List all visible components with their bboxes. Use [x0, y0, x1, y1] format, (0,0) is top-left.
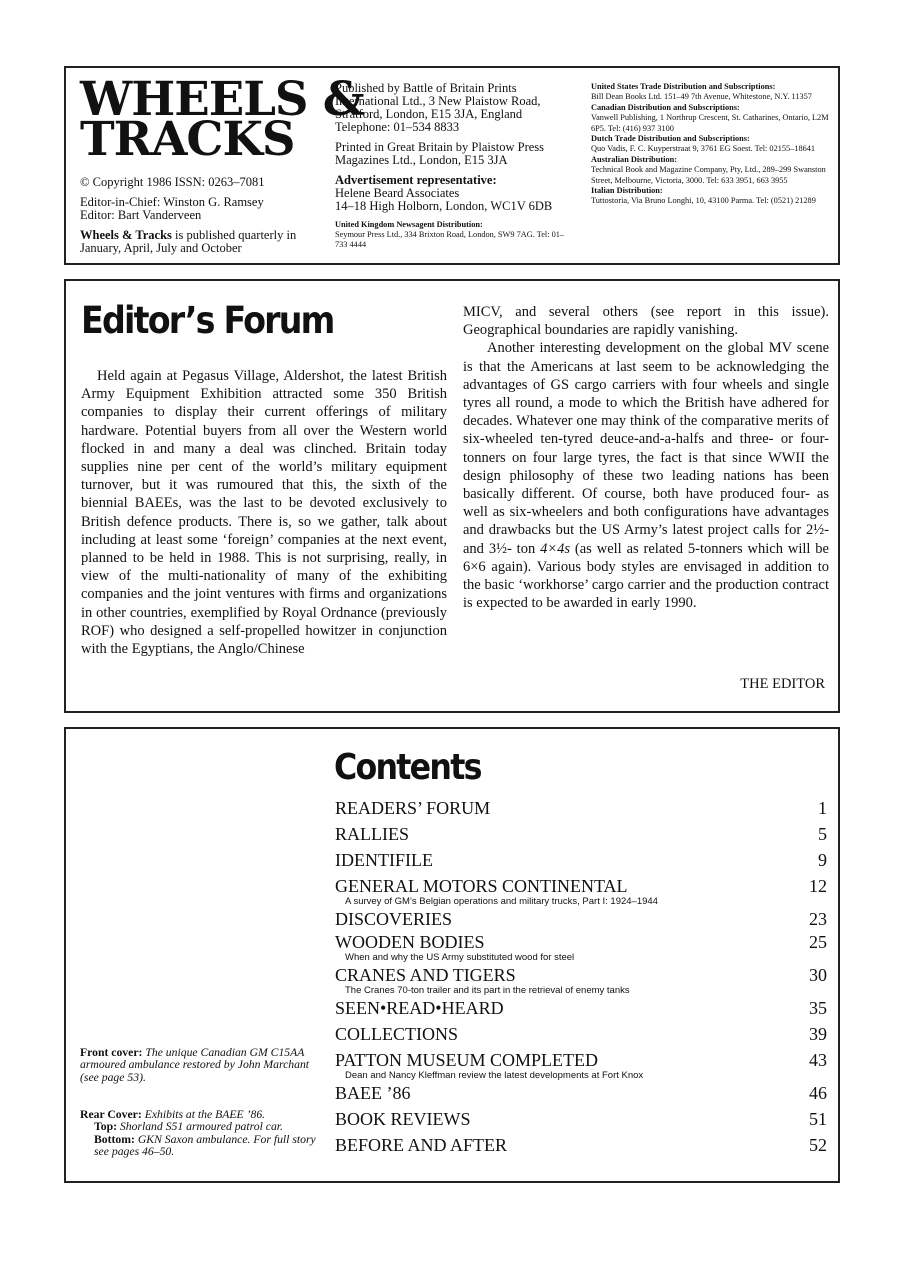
- forum-column-2: [463, 303, 829, 612]
- toc-entry-title: SEEN•READ•HEARD: [335, 998, 504, 1018]
- forum-signoff: THE EDITOR: [740, 676, 825, 692]
- toc-entry-subtitle: Dean and Nancy Kleffman review the latest developments at Fort Knox: [345, 1070, 644, 1081]
- contents-box: [64, 727, 840, 1183]
- au-text: Technical Book and Magazine Company, Pty, Ltd., 289–299 Swanston Street, Melbourne, Victoria, 3000. Tel: 633 3951, 663 3955: [591, 165, 826, 185]
- toc-entry-page: 52: [809, 1135, 827, 1155]
- toc-entry-page: 51: [809, 1109, 827, 1129]
- toc-entry-page: 39: [809, 1024, 827, 1044]
- toc-entry: [335, 908, 827, 930]
- ad-text-1: Helene Beard Associates: [335, 186, 460, 200]
- top-text: Shorland S51 armoured patrol car.: [119, 1120, 283, 1134]
- toc-entry-page: 30: [809, 965, 827, 985]
- toc-entry-subtitle: The Cranes 70-ton trailer and its part in the retrieval of enemy tanks: [345, 985, 630, 996]
- toc-entry-subtitle: A survey of GM’s Belgian operations and military trucks, Part I: 1924–1944: [345, 896, 658, 907]
- toc-entry-title: CRANES AND TIGERS: [335, 965, 516, 985]
- toc-entry: [335, 1108, 827, 1130]
- forum-paragraph-2: [463, 339, 829, 612]
- toc-entry-page: 1: [818, 798, 827, 818]
- toc-entry-page: 35: [809, 998, 827, 1018]
- published-by: Published by Battle of Britain Prints International Ltd., 3 New Plaistow Road, Stratford, London, E15 3JA, England Telephone: 01–534 8833: [335, 81, 541, 134]
- rear-cover-label: Rear Cover:: [80, 1108, 142, 1121]
- editors-forum: [64, 279, 840, 713]
- toc-entry-title: DISCOVERIES: [335, 909, 453, 929]
- au-heading: Australian Distribution:: [591, 154, 677, 164]
- bottom-text: GKN Saxon ambulance. For full story see pages 46–50.: [94, 1132, 316, 1158]
- us-text: Bill Dean Books Ltd. 151–49 7th Avenue, Whitestone, N.Y. 11357: [591, 92, 812, 102]
- toc-entry-title: BAEE ’86: [335, 1083, 411, 1103]
- publication-name: Wheels & Tracks: [80, 228, 172, 242]
- toc-entry-page: 12: [809, 876, 827, 896]
- toc-entry-title: WOODEN BODIES: [335, 932, 485, 952]
- contents-title: Contents: [334, 747, 481, 788]
- ad-heading: Advertisement representative:: [335, 173, 497, 187]
- rear-cover-bottom: [80, 1134, 318, 1159]
- toc-entry-page: 9: [818, 850, 827, 870]
- nl-text: Quo Vadis, F. C. Kuyperstraat 9, 3761 EG Soest. Tel: 02155–18641: [591, 144, 816, 154]
- forum-title: Editor’s Forum: [81, 299, 334, 342]
- editor: Editor: Bart Vanderveen: [80, 208, 202, 222]
- toc-entry-title: COLLECTIONS: [335, 1024, 458, 1044]
- toc-entry: [335, 1134, 827, 1156]
- ca-text: Vanwell Publishing, 1 Northrup Crescent, St. Catharines, Ontario, L2M 6P5. Tel: (416) 937 3100: [591, 113, 829, 133]
- masthead: [64, 66, 840, 265]
- editor-in-chief: Editor-in-Chief: Winston G. Ramsey: [80, 195, 264, 209]
- uk-distribution: [335, 220, 573, 250]
- copyright: © Copyright 1986 ISSN: 0263–7081: [80, 175, 265, 189]
- toc-entry: [335, 1082, 827, 1104]
- forum-paragraph-2-a: Another interesting development on the global MV scene is that the Americans at last seem to be acknowledging the advantages of GS cargo carriers with four wheels and single tyres all round, a mode to which the British have adhered for decades. Whatever one may think of the comparative merits of six-wheeled ten-tyred deuce-and-a-halfs and three- or four-tonners on four large tyres, the fact is that since WWII the design philosophy of these two leading nations has been basically different. Of course, both have produced four- as well as six-wheelers and both configurations have advantages and drawbacks but the US Army’s latest project calls for 2½- and 3½- ton: [463, 340, 829, 557]
- toc-entry-title: RALLIES: [335, 824, 409, 844]
- logo-line-1: WHEELS &: [80, 72, 364, 127]
- toc-entry: [335, 797, 827, 819]
- toc-entry: [335, 931, 827, 963]
- toc-entry-page: 5: [818, 824, 827, 844]
- toc-entry-title: GENERAL MOTORS CONTINENTAL: [335, 876, 628, 896]
- toc-entry-subtitle: When and why the US Army substituted wood for steel: [345, 952, 575, 963]
- toc-entry-page: 25: [809, 932, 827, 952]
- forum-italic-term: 4×4s: [540, 540, 571, 557]
- toc-entry-title: READERS’ FORUM: [335, 798, 491, 818]
- rear-cover-text: Exhibits at the BAEE ’86.: [144, 1108, 266, 1121]
- it-text: Tuttostoria, Via Bruno Longhi, 10, 43100 Parma. Tel: (0521) 21289: [591, 196, 816, 206]
- masthead-publisher: [335, 82, 573, 257]
- toc-entry-page: 43: [809, 1050, 827, 1070]
- nl-heading: Dutch Trade Distribution and Subscriptions:: [591, 134, 750, 144]
- publication-note: is published quarterly in January, April, July and October: [80, 228, 297, 255]
- ad-text-2: 14–18 High Holborn, London, WC1V 6DB: [335, 199, 553, 213]
- bottom-label: Bottom:: [94, 1132, 135, 1146]
- front-cover-label: Front cover:: [80, 1046, 143, 1059]
- toc-entry: [335, 997, 827, 1019]
- toc-entry: [335, 849, 827, 871]
- toc-entry-title: IDENTIFILE: [335, 850, 433, 870]
- front-cover-text: The unique Canadian GM C15AA armoured ambulance restored by John Marchant (see page 53).: [80, 1046, 310, 1084]
- toc-entry-title: BEFORE AND AFTER: [335, 1135, 508, 1155]
- uk-heading: United Kingdom Newsagent Distribution:: [335, 220, 483, 229]
- table-of-contents: [335, 797, 827, 1160]
- publication-schedule: [80, 229, 330, 255]
- logo-line-2: TRACKS: [80, 112, 295, 167]
- masthead-distribution: [591, 82, 836, 207]
- toc-entry: [335, 823, 827, 845]
- toc-entry-title: PATTON MUSEUM COMPLETED: [335, 1050, 599, 1070]
- printed-by: Printed in Great Britain by Plaistow Press Magazines Ltd., London, E15 3JA: [335, 140, 545, 167]
- editor-credits: [80, 196, 330, 222]
- us-heading: United States Trade Distribution and Subscriptions:: [591, 82, 776, 91]
- front-cover-note: [80, 1047, 318, 1084]
- advertisement-info: [335, 174, 573, 213]
- toc-entry-page: 46: [809, 1083, 827, 1103]
- toc-entry-title: BOOK REVIEWS: [335, 1109, 471, 1129]
- rear-cover-note: [80, 1109, 318, 1158]
- toc-entry: [335, 1049, 827, 1081]
- ca-heading: Canadian Distribution and Subscriptions:: [591, 102, 740, 112]
- toc-entry: [335, 964, 827, 996]
- forum-paragraph-2-b: (as well as related 5-tonners which will be 6×6 again). Various body styles are envisaged in addition to the basic ‘workhorse’ cargo carrier and the production contract is expected to be awarded in early 1990.: [463, 540, 829, 612]
- it-heading: Italian Distribution:: [591, 186, 663, 196]
- forum-column-1: Held again at Pegasus Village, Aldershot, the latest British Army Equipment Exhibition attracted some 350 British companies to display their current offerings of military hardware. Potential buyers from all over the Western world flocked in and many a deal was clinched. Britain today supplies nine per cent of the world’s military equipment turnover, but it was rumoured that this, the sixth of the biennial BAEEs, was the last to be devoted exclusively to British defence products. There is, so we gather, talk about including at least some ‘foreign’ companies at the next event, planned to be held in 1988. This is not surprising, really, in view of the multi-nationality of many of the exhibiting companies and the joint ventures with firms and organizations in other countries, exemplified by Royal Ordnance (previously ROF) who designed a self-propelled howitzer in conjunction with the Egyptians, the Anglo/Chinese: [81, 368, 447, 658]
- toc-entry-page: 23: [809, 909, 827, 929]
- masthead-credits: [80, 176, 330, 262]
- toc-entry: [335, 1023, 827, 1045]
- uk-text: Seymour Press Ltd., 334 Brixton Road, London, SW9 7AG. Tel: 01–733 4444: [335, 230, 565, 249]
- toc-entry: [335, 875, 827, 907]
- top-label: Top:: [94, 1120, 117, 1134]
- forum-paragraph-continued: MICV, and several others (see report in this issue). Geographical boundaries are rapidly vanishing.: [463, 304, 829, 339]
